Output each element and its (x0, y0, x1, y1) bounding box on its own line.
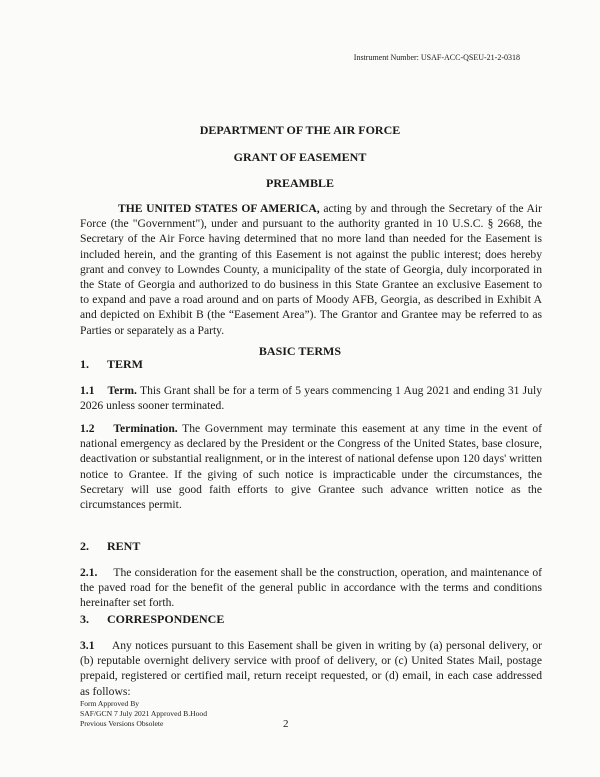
clause-1-2 (80, 421, 542, 512)
section-title: RENT (107, 539, 141, 553)
footer-line: SAF/GCN 7 July 2021 Approved B.Hood (80, 709, 207, 718)
clause-number: 2.1. (80, 566, 98, 579)
clause-text: The consideration for the easement shall be the construction, operation, and maintenance of the paved road for the benefit of the general public in accordance with the terms and conditions hereinafter set forth. (80, 566, 542, 610)
section-correspondence-heading (80, 612, 224, 627)
footer-line: Previous Versions Obsolete (80, 719, 164, 728)
preamble-title: PREAMBLE (265, 176, 334, 190)
basic-terms-heading: BASIC TERMS (258, 344, 342, 358)
department-title: DEPARTMENT OF THE AIR FORCE (199, 123, 401, 137)
clause-text: This Grant shall be for a term of 5 years commencing 1 Aug 2021 and ending 31 July 2026 unless sooner terminated. (80, 384, 543, 413)
section-title: CORRESPONDENCE (107, 612, 225, 626)
clause-label: Termination. (113, 422, 178, 435)
clause-number: 1.2 (80, 422, 95, 435)
footer-form-info (80, 699, 207, 729)
section-title: TERM (107, 357, 143, 371)
preamble-lead: THE UNITED STATES OF AMERICA, (118, 202, 320, 215)
section-number: 3. (80, 612, 89, 626)
clause-text: Any notices pursuant to this Easement shall be given in writing by (a) personal delivery, or (b) reputable overnight delivery service with proof of delivery, or (c) United States Mail, postage prepaid, registered or certified mail, return receipt requested, or (d) email, in each case addressed as follows: (80, 639, 542, 698)
footer-line: Form Approved By (80, 699, 140, 708)
preamble-text: acting by and through the Secretary of the Air Force (the "Government"), under and pursuant to the authority granted in 10 U.S.C. § 2668, the Secretary of the Air Force having determined that no more land than needed for the Easement is included herein, and the granting of this Easement is not against the public interest; does hereby grant and convey to Lowndes County, a municipality of the state of Georgia, duly incorporated in the State of Georgia and authorized to do business in this State Grantee an exclusive Easement to to expand and pave a road around and on parts of Moody AFB, Georgia, as described in Exhibit A and depicted on Exhibit B (the “Easement Area”). The Grantor and Grantee may be referred to as Parties or separately as a Party. (80, 202, 543, 337)
clause-number: 3.1 (80, 639, 95, 652)
page-number: 2 (283, 718, 289, 730)
grant-title: GRANT OF EASEMENT (233, 150, 367, 164)
clause-1-1 (80, 383, 542, 413)
preamble-paragraph (80, 201, 542, 338)
clause-number: 1.1 (80, 384, 95, 397)
section-term-heading (80, 357, 143, 372)
clause-2-1 (80, 565, 542, 611)
clause-3-1 (80, 638, 542, 699)
section-rent-heading (80, 539, 140, 554)
section-number: 2. (80, 539, 89, 553)
clause-text: The Government may terminate this easement at any time in the event of national emergency as declared by the President or the Congress of the United States, base closure, deactivation or substantial realignment, or in the interest of national defense upon 120 days' written notice to Grantee. If the giving of such notice is impracticable under the circumstances, the Secretary will use good faith efforts to give Grantee such advance written notice as the circumstances permit. (80, 422, 542, 512)
instrument-number: Instrument Number: USAF-ACC-QSEU-21-2-0318 (353, 53, 520, 62)
section-number: 1. (80, 357, 89, 371)
clause-label: Term. (107, 384, 137, 397)
